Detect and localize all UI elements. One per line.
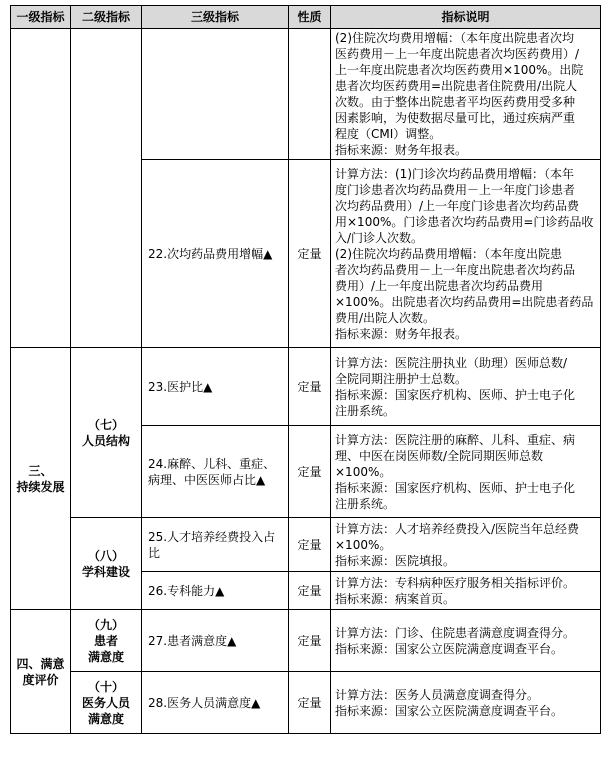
desc-line: 指标来源：财务年报表。 [335, 143, 468, 157]
level2-cell-empty [71, 29, 142, 348]
description-cell [331, 426, 601, 518]
indicator-table [10, 5, 601, 734]
nature-cell: 定量 [289, 518, 331, 572]
level2-medstaff [71, 672, 142, 734]
desc-line: ×100%。出院患者次均药品费用=出院患者药品 [335, 294, 594, 309]
level3-cell: 26.专科能力▲ [142, 572, 289, 610]
desc-line: 上一年度出院患者次均医药费用×100%。出院 [335, 63, 584, 77]
header-nature: 性质 [289, 6, 331, 29]
level2-line: 学科建设 [81, 564, 130, 579]
desc-line: 用×100%。门诊患者次均药品费用=门诊药品收 [335, 214, 594, 229]
desc-line: 理、中医在岗医师数/全院同期医师总数 [335, 448, 544, 463]
level3-cell: 24.麻醉、儿科、重症、病理、中医医师占比▲ [142, 426, 289, 518]
description-cell [331, 348, 601, 426]
header-level3: 三级指标 [142, 6, 289, 29]
desc-line: 指标来源：国家医疗机构、医师、护士电子化 [335, 387, 576, 402]
table-row [11, 348, 601, 426]
nature-cell: 定量 [289, 610, 331, 672]
table-header-row [11, 6, 601, 29]
desc-line: 计算方法：专科病种医疗服务相关指标评价。 [335, 575, 576, 590]
desc-line: 指标来源：医院填报。 [335, 553, 456, 568]
desc-line: 次均药品费用）/上一年度门诊患者次均药品费 [335, 198, 580, 213]
level2-line: 人员结构 [81, 433, 130, 448]
level1-line: 持续发展 [16, 479, 65, 494]
description-cell [331, 29, 601, 160]
table-row [11, 518, 601, 572]
description-cell [331, 572, 601, 610]
nature-cell: 定量 [289, 348, 331, 426]
level2-line: 患者 [93, 633, 118, 648]
desc-line: 计算方法：医院注册执业（助理）医师总数/ [335, 355, 568, 370]
level2-line: （十） [87, 679, 124, 694]
desc-line: 者次均药品费用－上一年度出院患者次均药品 [335, 262, 576, 277]
description-cell [331, 610, 601, 672]
level3-cell: 27.患者满意度▲ [142, 610, 289, 672]
desc-line: 程度（CMI）调整。 [335, 127, 442, 141]
desc-line: 计算方法：人才培养经费投入/医院当年总经费 [335, 521, 580, 536]
desc-line: ×100%。 [335, 464, 392, 479]
level2-line: 满意度 [87, 649, 124, 664]
level1-line: 四、满意 [16, 656, 65, 671]
desc-line: 指标来源：病案首页。 [335, 591, 456, 606]
desc-line: (2)住院次均费用增幅：（本年度出院患者次均 [335, 31, 574, 45]
table-row [11, 672, 601, 734]
level2-line: （七） [87, 417, 124, 432]
nature-cell: 定量 [289, 160, 331, 348]
indicator-table-container [10, 5, 600, 734]
description-cell [331, 672, 601, 734]
level3-cell [142, 29, 289, 160]
level3-cell: 25.人才培养经费投入占比 [142, 518, 289, 572]
level3-cell: 22.次均药品费用增幅▲ [142, 160, 289, 348]
desc-line: 全院同期注册护士总数。 [335, 371, 468, 386]
level1-cell-empty [11, 29, 71, 348]
level2-line: （九） [87, 617, 124, 632]
table-row [11, 29, 601, 160]
desc-line: 指标来源：国家医疗机构、医师、护士电子化 [335, 480, 576, 495]
description-cell [331, 518, 601, 572]
level1-satisfaction [11, 610, 71, 734]
level2-patient [71, 610, 142, 672]
desc-line: 费用）/上一年度出院患者次均药品费用 [335, 278, 544, 293]
level2-line: 医务人员 [81, 695, 130, 710]
description-cell [331, 160, 601, 348]
level3-cell: 28.医务人员满意度▲ [142, 672, 289, 734]
desc-line: 指标来源：国家公立医院满意度调查平台。 [335, 641, 564, 656]
level2-line: （八） [87, 548, 124, 563]
desc-line: 患者次均医药费用=出院患者住院费用/出院人 [335, 79, 578, 93]
level3-cell: 23.医护比▲ [142, 348, 289, 426]
desc-line: ×100%。 [335, 537, 392, 552]
header-description: 指标说明 [331, 6, 601, 29]
desc-line: 度门诊患者次均药品费用－上一年度门诊患者 [335, 182, 576, 197]
level1-line: 度评价 [22, 672, 59, 687]
desc-line: 注册系统。 [335, 496, 396, 511]
header-level2: 二级指标 [71, 6, 142, 29]
header-level1: 一级指标 [11, 6, 71, 29]
table-row [11, 610, 601, 672]
level2-discipline [71, 518, 142, 610]
desc-line: 指标来源：财务年报表。 [335, 326, 468, 341]
desc-line: 入/门诊人次数。 [335, 230, 424, 245]
nature-cell [289, 29, 331, 160]
nature-cell: 定量 [289, 426, 331, 518]
desc-line: 指标来源：国家公立医院满意度调查平台。 [335, 703, 564, 718]
desc-line: 计算方法：门诊、住院患者满意度调查得分。 [335, 625, 576, 640]
nature-cell: 定量 [289, 672, 331, 734]
level2-staff [71, 348, 142, 518]
desc-line: 计算方法：医院注册的麻醉、儿科、重症、病 [335, 432, 576, 447]
level1-line: 三、 [28, 463, 53, 478]
nature-cell: 定量 [289, 572, 331, 610]
level2-line: 满意度 [87, 711, 124, 726]
desc-line: 医药费用－上一年度出院患者次均医药费用）/ [335, 47, 580, 61]
level1-sustain [11, 348, 71, 610]
desc-line: 次数。由于整体出院患者平均医药费用受多种 [335, 95, 576, 109]
desc-line: 费用/出院人次数。 [335, 310, 436, 325]
desc-line: 注册系统。 [335, 403, 396, 418]
desc-line: 因素影响，为使数据尽量可比，通过疾病严重 [335, 111, 576, 125]
desc-line: 计算方法：(1)门诊次均药品费用增幅：（本年 [335, 166, 574, 181]
desc-line: (2)住院次均药品费用增幅：（本年度出院患 [335, 246, 562, 261]
desc-line: 计算方法：医务人员满意度调查得分。 [335, 687, 540, 702]
